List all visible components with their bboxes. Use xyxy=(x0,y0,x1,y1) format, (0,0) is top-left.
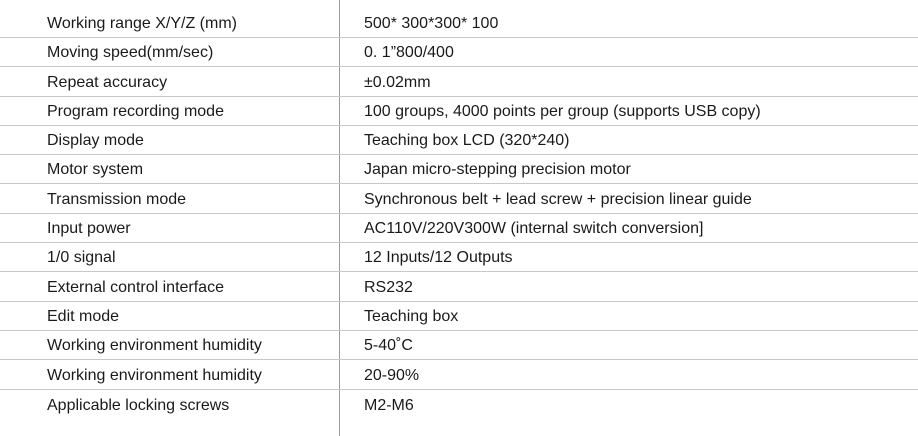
spec-value: 12 Inputs/12 Outputs xyxy=(364,249,513,267)
spec-row-motor-system xyxy=(0,155,918,184)
spec-row-moving-speed xyxy=(0,38,918,67)
spec-value: 0. 1”800/400 xyxy=(364,44,454,62)
spec-row-working-range xyxy=(0,0,918,38)
spec-row-program-recording xyxy=(0,97,918,126)
spec-label: Working range X/Y/Z (mm) xyxy=(47,15,237,32)
spec-label: Repeat accuracy xyxy=(47,73,168,91)
spec-label: Working environment humidity xyxy=(47,366,262,384)
spec-row-display-mode xyxy=(0,126,918,155)
spec-value: 20-90% xyxy=(364,366,420,384)
spec-row-repeat-accuracy xyxy=(0,67,918,96)
spec-row-env-temperature xyxy=(0,331,918,360)
spec-row-transmission-mode xyxy=(0,184,918,213)
spec-row-input-power xyxy=(0,214,918,243)
spec-value: 500* 300*300* 100 xyxy=(364,15,499,32)
spec-label: Motor system xyxy=(47,161,144,179)
spec-label: Transmission mode xyxy=(47,190,187,208)
spec-row-external-control xyxy=(0,272,918,301)
spec-label: Input power xyxy=(47,220,131,238)
spec-value: Teaching box xyxy=(364,307,459,325)
spec-row-locking-screws xyxy=(0,390,918,419)
spec-row-env-humidity xyxy=(0,360,918,389)
spec-label: Program recording mode xyxy=(47,102,224,120)
spec-label: 1/0 signal xyxy=(47,249,116,267)
spec-label: External control interface xyxy=(47,278,224,296)
spec-value: M2-M6 xyxy=(364,396,414,414)
spec-label: Working environment humidity xyxy=(47,337,262,355)
spec-value: 5-40˚C xyxy=(364,337,413,355)
spec-value: AC110V/220V300W (internal switch conversion] xyxy=(364,220,704,238)
spec-label: Display mode xyxy=(47,132,144,150)
spec-label: Applicable locking screws xyxy=(47,396,230,414)
spec-value: Teaching box LCD (320*240) xyxy=(364,132,570,150)
spec-row-edit-mode xyxy=(0,302,918,331)
spec-value: 100 groups, 4000 points per group (supports USB copy) xyxy=(364,102,761,120)
spec-value: Japan micro-stepping precision motor xyxy=(364,161,631,179)
spec-value: ±0.02mm xyxy=(364,73,431,91)
spec-label: Moving speed(mm/sec) xyxy=(47,44,214,62)
spec-value: RS232 xyxy=(364,278,413,296)
spec-label: Edit mode xyxy=(47,307,120,325)
spec-row-io-signal xyxy=(0,243,918,272)
spec-value: Synchronous belt + lead screw + precision linear guide xyxy=(364,190,752,208)
